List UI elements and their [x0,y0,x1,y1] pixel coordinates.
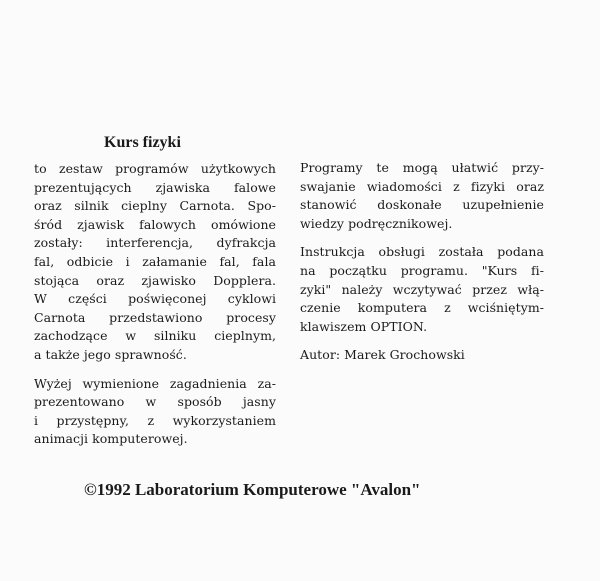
right-paragraph-1 [300,159,544,233]
text-line: stojąca oraz zjawisko Dopplera. [34,272,276,288]
left-column [34,160,276,459]
text-line: czenie komputera z wciśniętym- [300,300,544,316]
text-line: W części poświęconej cyklowi [34,291,276,307]
text-line: animacji komputerowej. [34,431,188,447]
right-column [300,159,544,375]
text-line: i przystępny, z wykorzystaniem [34,412,276,428]
text-line: stanowić doskonałe uzupełnienie [300,197,544,213]
text-line: to zestaw programów użytkowych [34,161,276,176]
text-line: śród zjawisk falowych omówione [34,216,276,232]
text-line: Carnota przedstawiono procesy [34,309,276,325]
text-line: a także jego sprawność. [34,346,187,362]
text-line: Programy te mogą ułatwić przy- [300,160,544,175]
right-paragraph-2 [300,243,544,336]
copyright-footer: ©1992 Laboratorium Komputerowe "Avalon" [84,480,421,499]
author: Autor: Marek Grochowski [300,347,465,363]
text-line: Instrukcja obsługi została podana [300,244,544,260]
document-title: Kurs fizyki [104,134,181,151]
text-line: zostały: interferencja, dyfrakcja [34,235,276,251]
text-line: prezentujących zjawiska falowe [34,179,276,195]
text-line: zachodzące w silniku cieplnym, [34,328,276,344]
author-line [300,346,544,365]
text-line: Wyżej wymienione zagadnienia za- [34,375,276,391]
text-line: wiedzy podręcznikowej. [300,215,453,231]
text-line: oraz silnik cieplny Carnota. Spo- [34,198,276,214]
text-line: fal, odbicie i załamanie fal, fala [34,253,276,269]
text-line: prezentowano w sposób jasny [34,394,276,410]
text-line: swajanie wiadomości z fizyki oraz [300,178,544,194]
text-line: klawiszem OPTION. [300,318,428,334]
left-paragraph-1 [34,160,276,365]
text-line: na początku programu. "Kurs fi- [300,262,544,278]
left-paragraph-2 [34,375,276,449]
text-line: zyki" należy wczytywać przez włą- [300,281,544,297]
